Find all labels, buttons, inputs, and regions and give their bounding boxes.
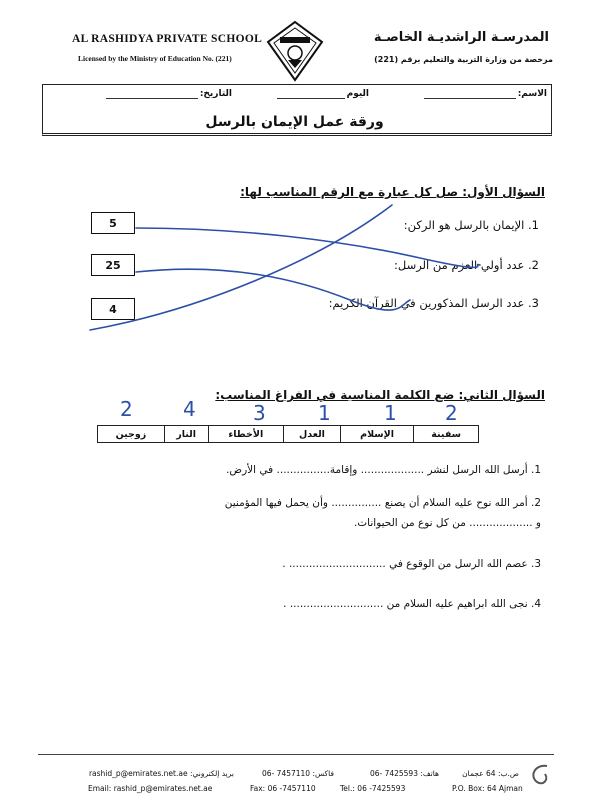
footer-email: Email: rashid_p@emirates.net.ae — [88, 784, 213, 793]
q1-number-box-3: 4 — [91, 298, 135, 320]
word-bank-cell: الإسلام — [340, 426, 413, 443]
school-name-english: AL RASHIDYA PRIVATE SCHOOL — [72, 33, 263, 45]
word-bank-cell: سفينة — [414, 426, 479, 443]
name-label: الاسم: — [517, 89, 547, 99]
word-bank-cell: زوجين — [98, 426, 165, 443]
footer-email-arabic: بريد إلكتروني: rashid_p@emirates.net.ae — [88, 769, 234, 778]
q1-number-box-2: 25 — [91, 254, 135, 276]
handwritten-digit-5: 1 — [384, 401, 397, 425]
q2-sentence-4: 4. نجى الله ابراهيم عليه السلام من ............................ . — [283, 598, 541, 610]
handwritten-digit-2: 4 — [183, 397, 196, 421]
footer-fax-arabic: فاكس: 7457110 -06 — [262, 769, 334, 778]
worksheet-title: ورقة عمل الإيمان بالرسل — [205, 114, 384, 130]
word-bank-cell: الأخطاء — [208, 426, 284, 443]
footer-divider — [38, 754, 554, 755]
license-english: Licensed by the Ministry of Education No. (221) — [78, 54, 232, 63]
footer-pobox: P.O. Box: 64 Ajman — [452, 784, 523, 793]
word-bank-table — [97, 425, 479, 443]
match-line-3 — [90, 205, 392, 330]
q2-sentence-3: 3. عصم الله الرسل من الوقوع في ............................. . — [282, 558, 541, 570]
license-arabic: مرخصة من وزارة التربية والتعليم برقم (221) — [374, 55, 553, 64]
match-line-1 — [136, 228, 480, 267]
footer-pobox-arabic: ص.ب: 64 عجمان — [462, 769, 519, 778]
school-name-arabic: المدرسـة الراشديـة الخاصـة — [373, 30, 549, 45]
day-label: اليوم — [346, 89, 369, 99]
q2-sentence-2-continued: و ................... من كل نوع من الحيوانات. — [353, 517, 541, 529]
q1-number-box-1: 5 — [91, 212, 135, 234]
handwritten-digit-1: 2 — [120, 397, 133, 421]
question-1-heading: السؤال الأول: صل كل عبارة مع الرقم المناسب لها: — [240, 185, 545, 199]
handwritten-digit-6: 2 — [445, 401, 458, 425]
q1-statement-1: 1. الإيمان بالرسل هو الركن: — [403, 218, 539, 232]
word-bank-cell: النار — [164, 426, 208, 443]
footer-tel: Tel.: 06 -7425593 — [340, 784, 406, 793]
word-bank-cell: العدل — [284, 426, 341, 443]
handwritten-digit-3: 3 — [253, 401, 266, 425]
q1-statement-3: 3. عدد الرسل المذكورين في القرآن الكريم: — [328, 296, 539, 310]
match-line-2 — [136, 269, 410, 310]
date-label: التاريخ: — [199, 89, 232, 99]
question-2-heading: السؤال الثاني: ضع الكلمة المناسبة في الفراغ المناسب: — [215, 388, 545, 402]
q1-statement-2: 2. عدد أولي العزم من الرسل: — [393, 258, 539, 272]
handwritten-digit-4: 1 — [318, 401, 331, 425]
footer-logo-icon — [527, 762, 553, 788]
q2-sentence-2: 2. أمر الله نوح عليه السلام أن يصنع ............... وأن يحمل فيها المؤمنين — [224, 497, 541, 509]
q2-sentence-1: 1. أرسل الله الرسل لنشر ................... وإقامة................ في الأرض. — [226, 464, 541, 476]
footer-fax: Fax: 06 -7457110 — [250, 784, 316, 793]
footer-phone-arabic: هاتف: 7425593 -06 — [369, 769, 439, 778]
